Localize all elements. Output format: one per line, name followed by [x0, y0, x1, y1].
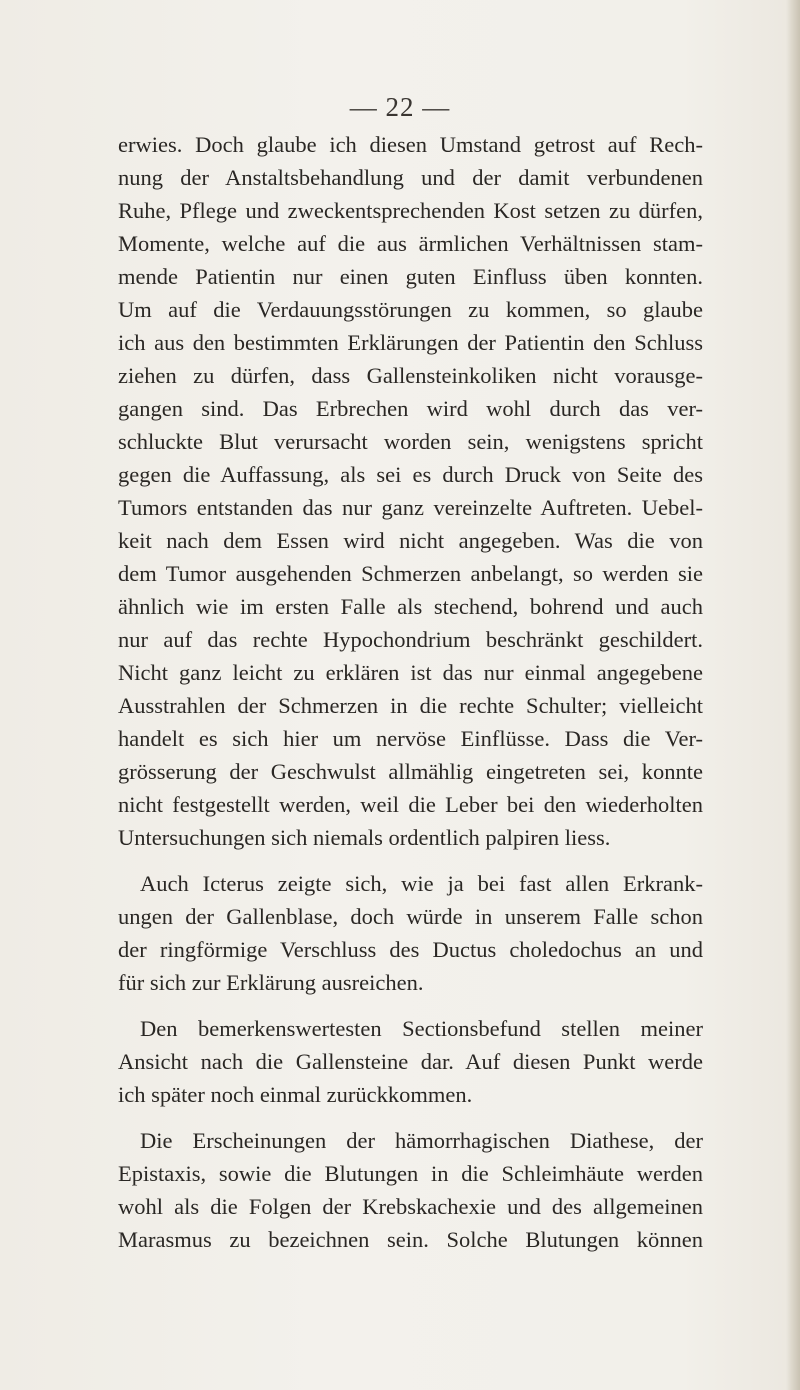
- text-line: für sich zur Erklärung ausreichen.: [118, 970, 424, 995]
- text-line: Marasmus zu bezeichnen sein. Solche Blutungen können: [118, 1227, 703, 1252]
- text-line: der ringförmige Verschluss des Ductus choledochus an und: [118, 937, 703, 962]
- text-line: keit nach dem Essen wird nicht angegeben. Was die von: [118, 528, 703, 553]
- text-line: Um auf die Verdauungsstörungen zu kommen, so glaube: [118, 297, 703, 322]
- text-line: ich aus den bestimmten Erklärungen der Patientin den Schluss: [118, 330, 703, 355]
- text-line: ich später noch einmal zurückkommen.: [118, 1082, 473, 1107]
- text-line: Auch Icterus zeigte sich, wie ja bei fast allen Erkrank-: [140, 871, 703, 896]
- text-line: Den bemerkenswertesten Sectionsbefund stellen meiner: [140, 1016, 703, 1041]
- text-line: nicht festgestellt werden, weil die Leber bei den wiederholten: [118, 792, 703, 817]
- paragraph: [118, 1124, 703, 1256]
- text-line: dem Tumor ausgehenden Schmerzen anbelangt, so werden sie: [118, 561, 703, 586]
- text-line: ähnlich wie im ersten Falle als stechend, bohrend und auch: [118, 594, 703, 619]
- text-line: Die Erscheinungen der hämorrhagischen Diathese, der: [140, 1128, 703, 1153]
- text-line: grösserung der Geschwulst allmählig eingetreten sei, konnte: [118, 759, 703, 784]
- text-line: handelt es sich hier um nervöse Einflüsse. Dass die Ver-: [118, 726, 703, 751]
- page-number: — 22 —: [349, 92, 451, 122]
- text-line: ziehen zu dürfen, dass Gallensteinkoliken nicht vorausge-: [118, 363, 703, 388]
- text-line: Tumors entstanden das nur ganz vereinzelte Auftreten. Uebel-: [118, 495, 703, 520]
- text-line: nung der Anstaltsbehandlung und der damit verbundenen: [118, 165, 703, 190]
- paragraph: [118, 867, 703, 999]
- text-line: Ausstrahlen der Schmerzen in die rechte Schulter; vielleicht: [118, 693, 703, 718]
- text-line: Epistaxis, sowie die Blutungen in die Schleimhäute werden: [118, 1161, 703, 1186]
- text-line: ungen der Gallenblase, doch würde in unserem Falle schon: [118, 904, 703, 929]
- text-line: Ruhe, Pflege und zweckentsprechenden Kost setzen zu dürfen,: [118, 198, 703, 223]
- text-line: Untersuchungen sich niemals ordentlich palpiren liess.: [118, 825, 611, 850]
- paragraph: [118, 128, 703, 854]
- text-line: Nicht ganz leicht zu erklären ist das nur einmal angegebene: [118, 660, 703, 685]
- body-text: [118, 128, 703, 1256]
- text-line: mende Patientin nur einen guten Einfluss üben konnten.: [118, 264, 703, 289]
- text-line: nur auf das rechte Hypochondrium beschränkt geschildert.: [118, 627, 703, 652]
- text-line: Ansicht nach die Gallensteine dar. Auf diesen Punkt werde: [118, 1049, 703, 1074]
- paragraph: [118, 1012, 703, 1111]
- text-line: schluckte Blut verursacht worden sein, wenigstens spricht: [118, 429, 703, 454]
- text-line: erwies. Doch glaube ich diesen Umstand getrost auf Rech-: [118, 132, 703, 157]
- text-line: wohl als die Folgen der Krebskachexie und des allgemeinen: [118, 1194, 703, 1219]
- text-line: gangen sind. Das Erbrechen wird wohl durch das ver-: [118, 396, 703, 421]
- text-line: gegen die Auffassung, als sei es durch Druck von Seite des: [118, 462, 703, 487]
- page-edge-shadow: [786, 0, 800, 1390]
- text-line: Momente, welche auf die aus ärmlichen Verhältnissen stam-: [118, 231, 703, 256]
